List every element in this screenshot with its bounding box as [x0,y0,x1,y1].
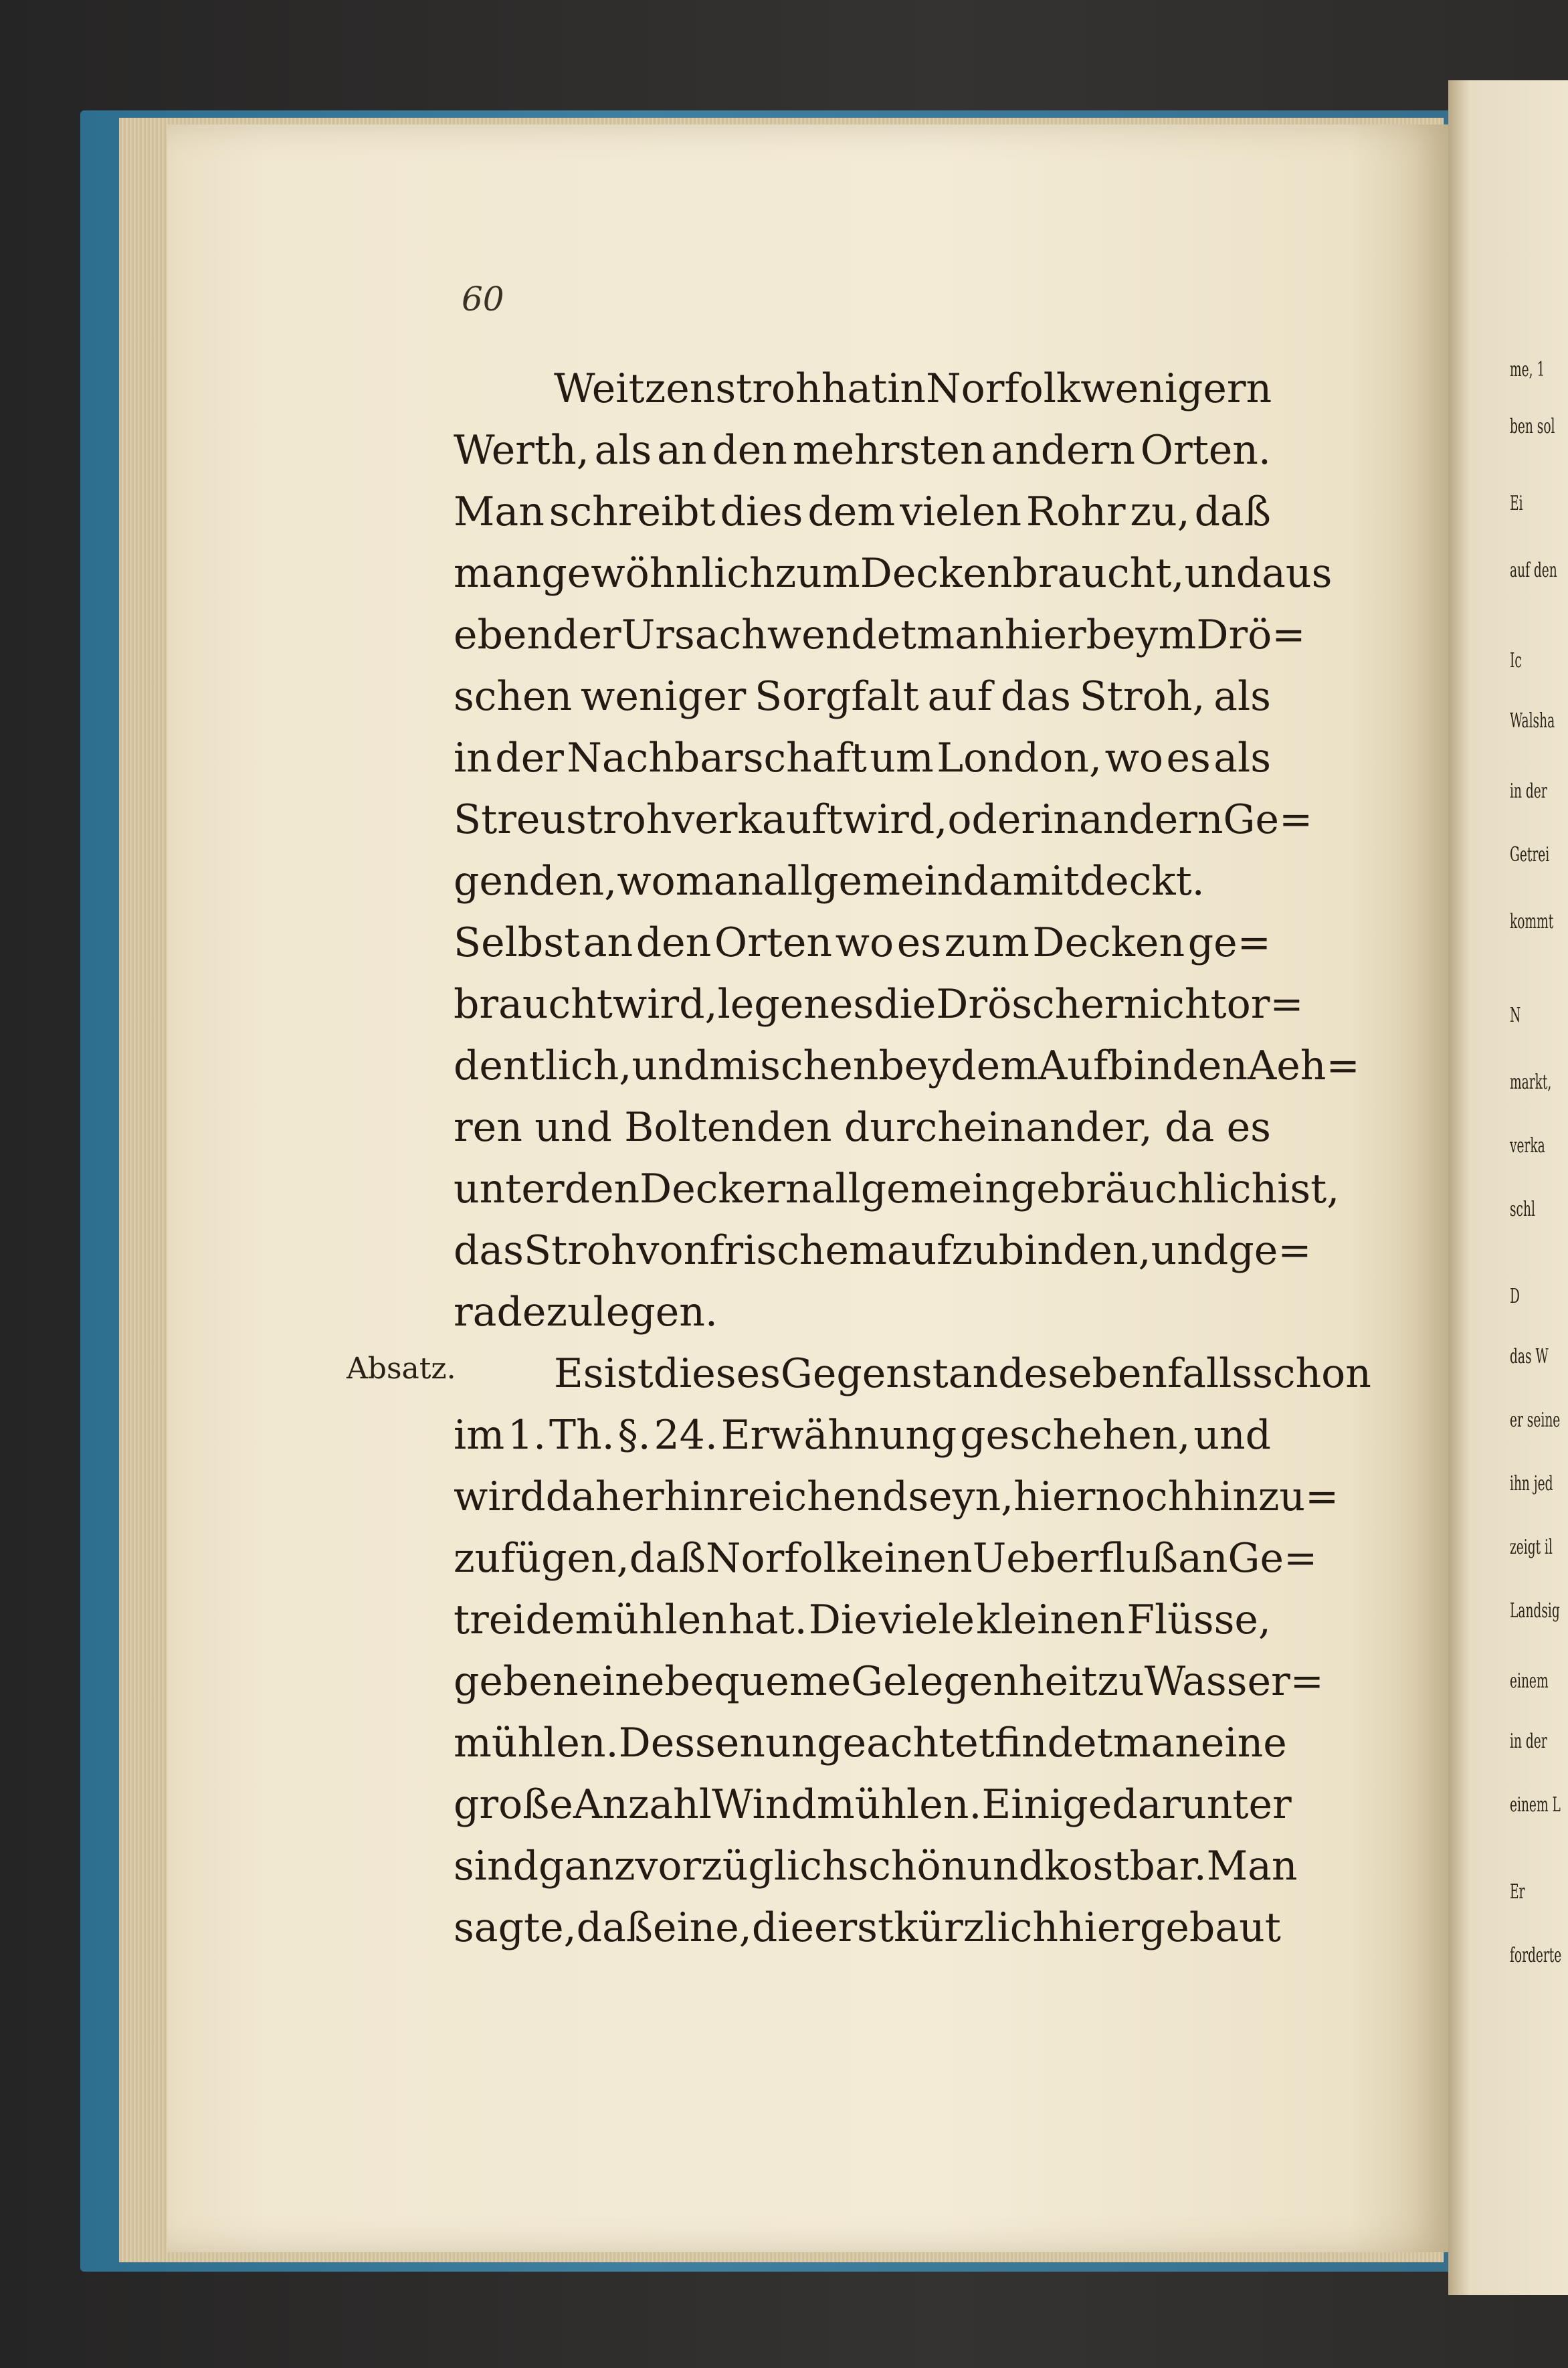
text-line: ren und Boltenden durcheinander, da es [454,1104,1271,1151]
right-page-fragment: ben sol [1510,415,1555,438]
text-line: eben der Ursach wendet man hier beym Drö= [454,612,1306,658]
right-page-fragment: kommt [1510,910,1554,933]
right-page [1448,80,1568,2295]
right-page-fragment: forderte [1510,1944,1562,1967]
text-line: Man schreibt dies dem vielen Rohr zu, daß [454,488,1271,535]
right-page-text [1510,80,1568,2295]
right-page-fragment: D [1510,1285,1520,1308]
text-line: genden, wo man allgemein damit deckt. [454,858,1205,905]
text-line: unter den Deckern allgemein gebräuchlich ist, [454,1166,1340,1212]
text-line: treidemühlen hat. Die viele kleinen Flüsse, [454,1597,1271,1643]
text-line: in der Nachbarschaft um London, wo es als [454,735,1271,782]
right-page-fragment: Getrei [1510,843,1550,867]
text-line: Streustroh verkauft wird, oder in andern Ge= [454,796,1313,843]
body-text [454,358,1371,1959]
right-page-fragment: N [1510,1004,1521,1027]
right-page-fragment: me, 1 [1510,358,1545,381]
right-page-fragment: Walsha [1510,709,1555,733]
text-line: mühlen. Dessen ungeachtet findet man eine [454,1720,1287,1766]
text-line: Werth, als an den mehrsten andern Orten. [454,427,1271,474]
right-page-fragment: Er [1510,1880,1525,1904]
right-page-fragment: markt, [1510,1071,1552,1094]
right-page-fragment: ihn jed [1510,1472,1553,1495]
right-page-fragment: Landsig [1510,1599,1560,1623]
text-line: im 1. Th. §. 24. Erwähnung geschehen, und [454,1412,1271,1459]
right-page-fragment: das W [1510,1345,1549,1368]
right-page-fragment: Ic [1510,649,1522,672]
right-page-fragment: verka [1510,1134,1545,1158]
page-number: 60 [462,280,504,318]
right-page-fragment: zeigt il [1510,1536,1553,1559]
right-page-fragment: auf den [1510,559,1557,582]
text-line: wird daher hinreichend seyn, hier noch hinzu= [454,1473,1339,1520]
margin-note: Absatz. [347,1352,456,1386]
text-line: Es ist dieses Gegenstandes ebenfalls schon [554,1350,1371,1397]
right-page-fragment: einem [1510,1669,1549,1693]
text-line: Selbst an den Orten wo es zum Decken ge= [454,919,1271,966]
text-line: rade zu legen. [454,1289,718,1336]
text-line: geben eine bequeme Gelegenheit zu Wasser= [454,1658,1324,1705]
right-page-fragment: schl [1510,1198,1535,1221]
text-line: man gewöhnlich zum Decken braucht, und aus [454,550,1333,597]
right-page-fragment: Ei [1510,492,1523,515]
text-line: braucht wird, legen es die Dröscher nicht or= [454,981,1304,1028]
text-line: sind ganz vorzüglich schön und kostbar. Man [454,1843,1298,1890]
text-line: schen weniger Sorgfalt auf das Stroh, als [454,673,1271,720]
right-page-fragment: in der [1510,1730,1547,1753]
right-page-fragment: einem L [1510,1793,1561,1817]
text-line: große Anzahl Windmühlen. Einige darunter [454,1781,1292,1828]
text-line: zufügen, daß Norfolk einen Ueberfluß an Ge= [454,1535,1318,1582]
right-page-fragment: in der [1510,780,1547,803]
text-line: das Stroh von frischem aufzubinden, und ge= [454,1227,1312,1274]
text-line: dentlich, und mischen bey dem Aufbinden Aeh= [454,1042,1360,1089]
right-page-fragment: er seine [1510,1408,1561,1432]
text-line: Weitzenstroh hat in Norfolk wenigern [554,365,1272,412]
text-line: sagte, daß eine, die erst kürzlich hier gebaut [454,1904,1281,1951]
